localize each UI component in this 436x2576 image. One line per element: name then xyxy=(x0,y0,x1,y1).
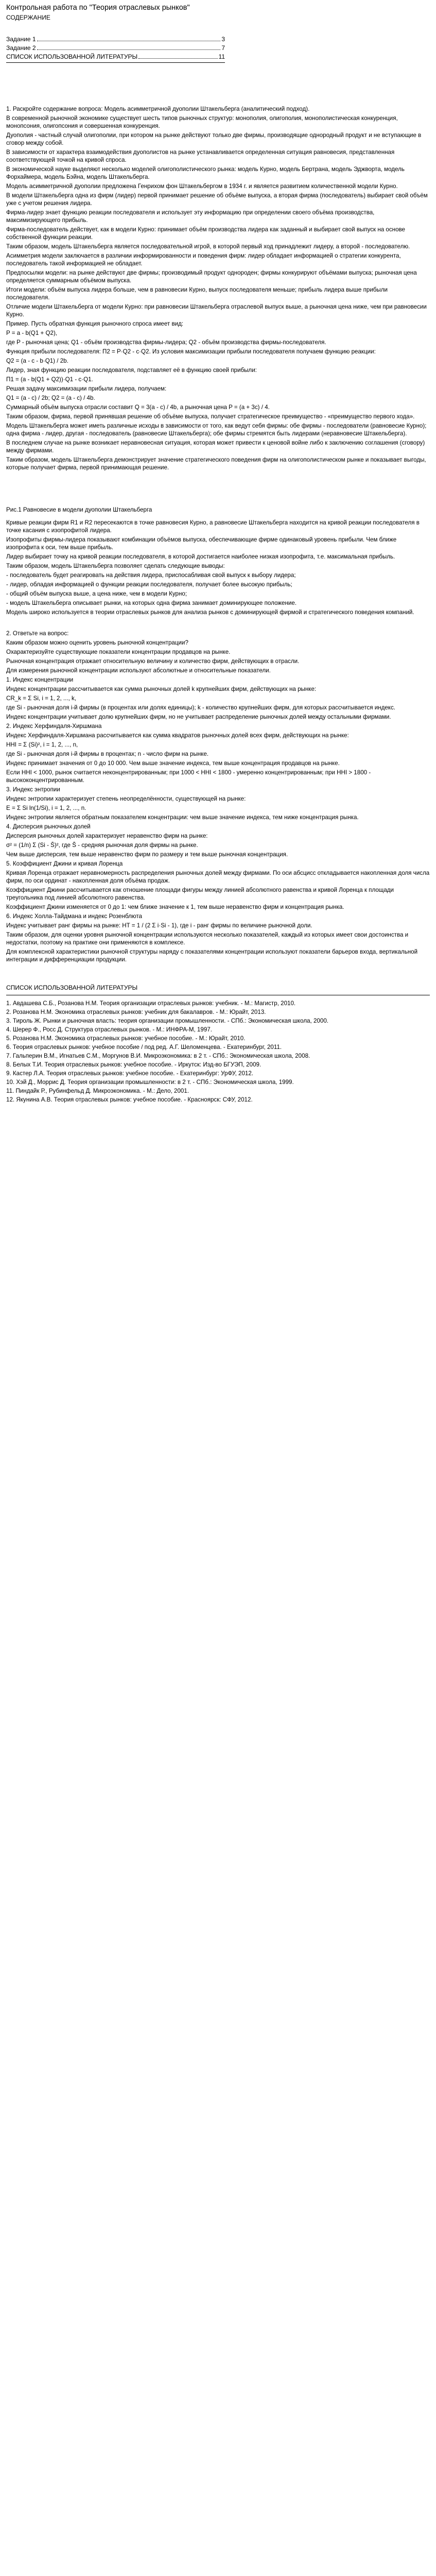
document-title: Контрольная работа по "Теория отраслевых рынков" xyxy=(6,4,190,12)
toc-entry-page: 7 xyxy=(221,44,225,52)
references-section xyxy=(6,984,430,1104)
paragraph: Кривые реакции фирм R1 и R2 пересекаются в точке равновесия Курно, а равновесие Штакельберга находится на кривой реакции последователя в точке касания с изопрофитой лидера. xyxy=(6,519,420,534)
paragraph: В зависимости от характера взаимодействия дуополистов на рынке устанавливается определенная ситуация равновесия, представленная соответствующей точкой на кривой спроса. xyxy=(6,149,395,163)
paragraph: Индекс принимает значения от 0 до 10 000. Чем выше значение индекса, тем выше концентрация продавцов на рынке. xyxy=(6,760,340,767)
reference-item: 12. Якунина А.В. Теория отраслевых рынков: учебное пособие. - Красноярск: СФУ, 2012. xyxy=(6,1096,253,1103)
paragraph: CR_k = Σ Si, i = 1, 2, ..., k, xyxy=(6,695,77,702)
paragraph: 3. Индекс энтропии xyxy=(6,786,60,793)
toc-entry-label: Задание 1 xyxy=(6,36,36,43)
toc-entry[interactable] xyxy=(6,44,225,53)
paragraph: Итоги модели: объём выпуска лидера больше, чем в равновесии Курно, выпуск последователя меньше; прибыль лидера выше прибыли последователя. xyxy=(6,286,388,301)
task-1-section xyxy=(6,105,430,471)
paragraph: В модели Штакельберга одна из фирм (лидер) первой принимает решение об объёме выпуска, а вторая фирма (последователь) выбирает свой объём уже с учетом решения лидера. xyxy=(6,192,428,207)
paragraph: 5. Коэффициент Джини и кривая Лоренца xyxy=(6,860,123,867)
paragraph: Таким образом, для оценки уровня рыночной концентрации используются несколько показателей, каждый из которых имеет свои достоинства и недостатки, поэтому на практике они применяются в комплексе. xyxy=(6,931,409,946)
paragraph: Решая задачу максимизации прибыли лидера, получаем: xyxy=(6,385,167,392)
paragraph: Модель асимметричной дуополии предложена Генрихом фон Штакельбергом в 1934 г. и является развитием количественной модели Курно. xyxy=(6,183,398,190)
paragraph: В последнем случае на рынке возникает неравновесная ситуация, которая может привести к ценовой войне либо к заключению соглашения (сговору) между фирмами. xyxy=(6,439,425,454)
paragraph: Индекс концентрации учитывает долю крупнейших фирм, но не учитывает распределение рыночных долей между остальными фирмами. xyxy=(6,714,391,720)
toc-leader-dots xyxy=(138,58,217,59)
reference-item: 5. Розанова Н.М. Экономика отраслевых рынков: учебное пособие. - М.: Юрайт, 2010. xyxy=(6,1035,246,1042)
paragraph: Фирма-последователь действует, как в модели Курно: принимает объём производства лидера как заданный и выбирает свой выпуск на основе собственной функции реакции. xyxy=(6,226,405,241)
figure-discussion xyxy=(6,519,430,616)
paragraph: Асимметрия модели заключается в различии информированности и поведения фирм: лидер обладает информацией о стратегии конкурента, последователь такой информацией не обладает. xyxy=(6,252,401,267)
reference-item: 2. Розанова Н.М. Экономика отраслевых рынков: учебник для бакалавров. - М.: Юрайт, 2013. xyxy=(6,1009,266,1015)
paragraph: где Si - рыночная доля i-й фирмы (в процентах или долях единицы); k - количество крупнейших фирм, для которых рассчитывается индекс. xyxy=(6,704,396,711)
paragraph: 6. Индекс Холла-Тайдмана и индекс Розенблюта xyxy=(6,913,142,920)
reference-item: 8. Белых Т.И. Теория отраслевых рынков: учебное пособие. - Иркутск: Изд-во БГУЭП, 2009. xyxy=(6,1061,261,1068)
paragraph: E = Σ Si ln(1/Si), i = 1, 2, ..., n. xyxy=(6,805,86,811)
paragraph: Лидер, зная функцию реакции последователя, подставляет её в функцию своей прибыли: xyxy=(6,367,257,374)
toc-entry-page: 3 xyxy=(221,36,225,43)
paragraph: Чем выше дисперсия, тем выше неравенство фирм по размеру и тем выше рыночная концентрация. xyxy=(6,851,288,858)
paragraph: Коэффициент Джини изменяется от 0 до 1: чем ближе значение к 1, тем выше неравенство фирм и концентрация рынка. xyxy=(6,904,344,910)
figure-area xyxy=(6,473,430,506)
paragraph: 1. Индекс концентрации xyxy=(6,676,74,683)
reference-item: 9. Кастер Л.А. Теория отраслевых рынков: учебное пособие. - Екатеринбург: УрФУ, 2012. xyxy=(6,1070,254,1077)
paragraph: Лидер выбирает точку на кривой реакции последователя, в которой достигается наиболее низкая изопрофита, т.е. максимальная прибыль. xyxy=(6,553,395,560)
paragraph: Индекс учитывает ранг фирмы на рынке: HT = 1 / (2 Σ i·Si - 1), где i - ранг фирмы по величине рыночной доли. xyxy=(6,922,312,929)
references-list xyxy=(6,999,430,1104)
reference-item: 6. Теория отраслевых рынков: учебное пособие / под ред. А.Г. Шеломенцева. - Екатеринбург, 2011. xyxy=(6,1044,282,1050)
paragraph: Таким образом, фирма, первой принявшая решение об объёме выпуска, получает стратегическое преимущество - «преимущество первого хода». xyxy=(6,413,415,420)
paragraph: Для комплексной характеристики рыночной структуры наряду с показателями концентрации используют показатели барьеров входа, вертикальной интеграции и дифференциации продукции. xyxy=(6,948,418,963)
paragraph: П1 = (a - b(Q1 + Q2))·Q1 - c·Q1. xyxy=(6,376,93,383)
paragraph: Охарактеризуйте существующие показатели концентрации продавцов на рынке. xyxy=(6,649,231,655)
reference-item: 1. Авдашева С.Б., Розанова Н.М. Теория организации отраслевых рынков: учебник. - М.: Магистр, 2010. xyxy=(6,1000,296,1007)
paragraph: где P - рыночная цена; Q1 - объём производства фирмы-лидера; Q2 - объём производства фирмы-последователя. xyxy=(6,339,326,346)
paragraph: Фирма-лидер знает функцию реакции последователя и использует эту информацию при определении своего объёма производства, максимизирующего прибыль. xyxy=(6,209,375,224)
figure-caption: Рис.1 Равновесие в модели дуополии Штакельберга xyxy=(6,506,152,513)
reference-item: 7. Гальперин В.М., Игнатьев С.М., Моргунов В.И. Микроэкономика: в 2 т. - СПб.: Экономическая школа, 2008. xyxy=(6,1053,310,1059)
paragraph: Индекс энтропии является обратным показателем концентрации: чем выше значение индекса, тем ниже концентрация рынка. xyxy=(6,814,359,821)
paragraph: 1. Раскройте содержание вопроса: Модель асимметричной дуополии Штакельберга (аналитический подход). xyxy=(6,106,310,112)
paragraph: 2. Ответьте на вопрос: xyxy=(6,630,69,637)
paragraph: σ² = (1/n) Σ (Si - S̄)², где S̄ - средняя рыночная доля фирмы на рынке. xyxy=(6,842,198,849)
paragraph: В современной рыночной экономике существует шесть типов рыночных структур: монополия, олигополия, монополистическая конкуренция, монопсония, олигопсония и совершенная конкуренция. xyxy=(6,115,398,129)
paragraph: Дисперсия рыночных долей характеризует неравенство фирм на рынке: xyxy=(6,833,208,839)
paragraph: Отличие модели Штакельберга от модели Курно: при равновесии Штакельберга отраслевой выпуск выше, а рыночная цена ниже, чем при равновесии Курно. xyxy=(6,303,427,318)
paragraph: Индекс энтропии характеризует степень неопределённости, существующей на рынке: xyxy=(6,795,246,802)
paragraph: Таким образом, модель Штакельберга демонстрирует значение стратегического поведения фирм на олигополистическом рынке и показывает выгоды, которые получает фирма, первой принимающая решение. xyxy=(6,456,426,471)
toc-entry-label: Задание 2 xyxy=(6,44,36,52)
paragraph: Каким образом можно оценить уровень рыночной концентрации? xyxy=(6,639,188,646)
document-page xyxy=(0,0,436,1105)
paragraph: В экономической науке выделяют несколько моделей олигополистического рынка: модель Курно, модель Бертрана, модель Эджворта, модель Форхаймера, модель Бэйна, модель Штакельберга. xyxy=(6,166,405,180)
paragraph: HHI = Σ (Si)², i = 1, 2, ..., n, xyxy=(6,741,78,748)
paragraph: Кривая Лоренца отражает неравномерность распределения рыночных долей между фирмами. По оси абсцисс откладывается накопленная доля числа фирм, по оси ординат - накопленная доля объёма продаж. xyxy=(6,870,430,884)
contents-heading: СОДЕРЖАНИЕ xyxy=(6,14,50,21)
paragraph: Если HHI < 1000, рынок считается неконцентрированным; при 1000 < HHI < 1800 - умеренно концентрированным; при HHI > 1800 - высококонцентрированным. xyxy=(6,769,371,784)
reference-item: 3. Тироль Ж. Рынки и рыночная власть: теория организации промышленности. - СПб.: Экономическая школа, 2000. xyxy=(6,1018,328,1024)
table-of-contents xyxy=(6,35,225,61)
paragraph: Рыночная концентрация отражает относительную величину и количество фирм, действующих в отрасли. xyxy=(6,658,300,665)
reference-item: 11. Пиндайк Р., Рубинфельд Д. Микроэкономика. - М.: Дело, 2001. xyxy=(6,1088,189,1094)
task-2-section xyxy=(6,630,430,963)
paragraph: Модель широко используется в теории отраслевых рынков для анализа рынков с доминирующей фирмой и стратегического поведения компаний. xyxy=(6,609,414,616)
paragraph: - модель Штакельберга описывает рынки, на которых одна фирма занимает доминирующее положение. xyxy=(6,600,297,606)
paragraph: 2. Индекс Херфиндаля-Хиршмана xyxy=(6,723,102,730)
toc-entry[interactable] xyxy=(6,35,225,44)
paragraph: Суммарный объём выпуска отрасли составит Q = 3(a - c) / 4b, а рыночная цена P = (a + 3c) / 4. xyxy=(6,404,270,411)
paragraph: Q1 = (a - c) / 2b; Q2 = (a - c) / 4b. xyxy=(6,395,95,401)
toc-divider xyxy=(6,62,225,63)
paragraph: Дуополия - частный случай олигополии, при котором на рынке действуют только две фирмы, производящие однородный продукт и не вступающие в сговор между собой. xyxy=(6,132,422,146)
paragraph: - последователь будет реагировать на действия лидера, приспосабливая свой выпуск к выбору лидера; xyxy=(6,572,296,579)
paragraph: Индекс концентрации рассчитывается как сумма рыночных долей k крупнейших фирм, действующих на рынке: xyxy=(6,686,317,692)
paragraph: - общий объём выпуска выше, а цена ниже, чем в модели Курно; xyxy=(6,590,187,597)
paragraph: Изопрофиты фирмы-лидера показывают комбинации объёмов выпуска, обеспечивающие фирме одинаковый уровень прибыли. Чем ближе изопрофита к оси, тем выше прибыль. xyxy=(6,536,397,551)
paragraph: Коэффициент Джини рассчитывается как отношение площади фигуры между линией абсолютного равенства и кривой Лоренца к площади треугольника под линией абсолютного равенства. xyxy=(6,887,394,901)
toc-entry-page: 11 xyxy=(218,53,225,60)
references-title: СПИСОК ИСПОЛЬЗОВАННОЙ ЛИТЕРАТУРЫ xyxy=(6,984,138,991)
paragraph: Таким образом, модель Штакельберга является последовательной игрой, в которой первый ход принадлежит лидеру, а второй - последователю. xyxy=(6,243,410,250)
paragraph: 4. Дисперсия рыночных долей xyxy=(6,823,91,830)
paragraph: Модель Штакельберга может иметь различные исходы в зависимости от того, как ведут себя фирмы: обе фирмы - последователи (равновесие Курно); одна фирма - лидер, другая - последователь (равновесие Штакельберга); обе фирмы стремятся быть лидерами (неравновесие Штакельберга). xyxy=(6,422,427,437)
reference-item: 10. Хэй Д., Моррис Д. Теория организации промышленности: в 2 т. - СПб.: Экономическая школа, 1999. xyxy=(6,1079,294,1086)
toc-entry[interactable] xyxy=(6,53,225,61)
paragraph: Q2 = (a - c - b·Q1) / 2b. xyxy=(6,358,68,364)
paragraph: где Si - рыночная доля i-й фирмы в процентах; n - число фирм на рынке. xyxy=(6,751,209,757)
paragraph: Для измерения рыночной концентрации используют абсолютные и относительные показатели. xyxy=(6,667,271,674)
paragraph: Индекс Херфиндаля-Хиршмана рассчитывается как сумма квадратов рыночных долей всех фирм, действующих на рынке: xyxy=(6,732,349,739)
paragraph: P = a - b(Q1 + Q2), xyxy=(6,330,58,336)
paragraph: Таким образом, модель Штакельберга позволяет сделать следующие выводы: xyxy=(6,563,225,569)
paragraph: Функция прибыли последователя: П2 = P·Q2 - c·Q2. Из условия максимизации прибыли последователя получаем функцию реакции: xyxy=(6,348,376,355)
reference-item: 4. Шерер Ф., Росс Д. Структура отраслевых рынков. - М.: ИНФРА-М, 1997. xyxy=(6,1026,212,1033)
paragraph: Предпосылки модели: на рынке действуют две фирмы; производимый продукт однороден; фирмы конкурируют объёмами выпуска; рыночная цена определяется суммарным объёмом выпуска. xyxy=(6,269,417,284)
paragraph: Пример. Пусть обратная функция рыночного спроса имеет вид: xyxy=(6,320,184,327)
toc-entry-label: СПИСОК ИСПОЛЬЗОВАННОЙ ЛИТЕРАТУРЫ xyxy=(6,53,138,60)
paragraph: - лидер, обладая информацией о функции реакции последователя, получает более высокую прибыль; xyxy=(6,581,292,588)
toc-leader-dots xyxy=(37,49,221,50)
